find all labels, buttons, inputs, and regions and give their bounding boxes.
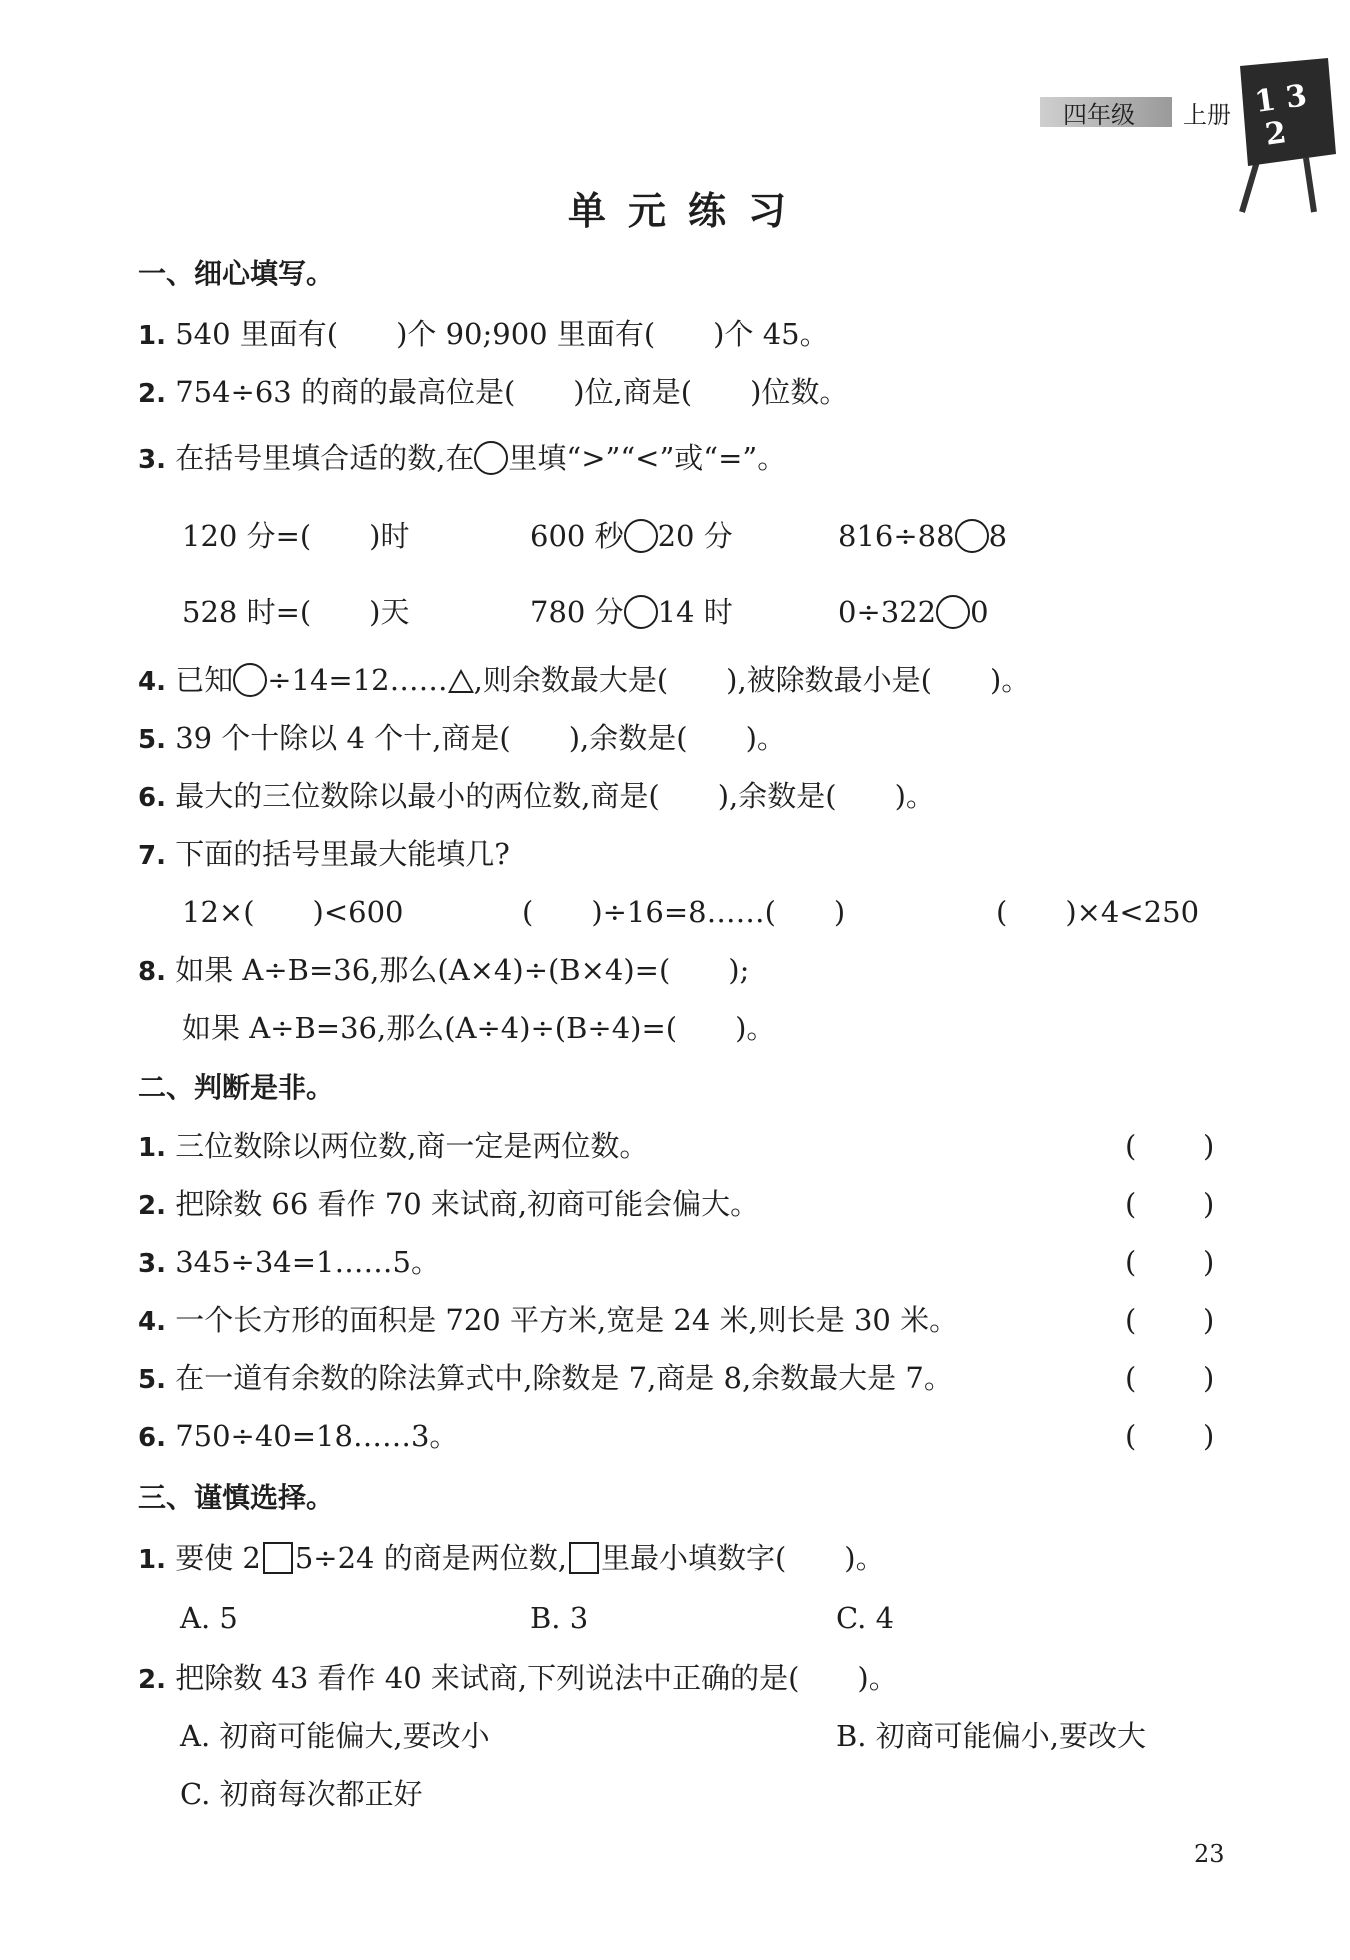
question-number: 4. — [138, 1307, 166, 1337]
question-text: 最大的三位数除以最小的两位数,商是( ),余数是( )。 — [175, 779, 935, 813]
paren-open: ( — [1125, 1361, 1137, 1395]
question-number: 1. — [138, 1545, 166, 1575]
question-6 — [138, 776, 935, 818]
paren-open: ( — [1125, 1303, 1137, 1337]
triangle-icon — [448, 669, 474, 693]
question-text: 750÷40=18……3。 — [175, 1419, 459, 1453]
compare-left: 0÷322 — [838, 595, 937, 629]
question-text: 把除数 66 看作 70 来试商,初商可能会偏大。 — [175, 1187, 760, 1221]
grade-label: 四年级 — [1063, 101, 1135, 129]
compare-item — [530, 592, 733, 632]
question-number: 2. — [138, 1191, 166, 1221]
question-text: 754÷63 的商的最高位是( )位,商是( )位数。 — [175, 375, 849, 409]
compare-right: 8 — [988, 519, 1008, 553]
question-text: 39 个十除以 4 个十,商是( ),余数是( )。 — [175, 721, 786, 755]
paren-open: ( — [1125, 1187, 1137, 1221]
answer-parentheses[interactable] — [1125, 1242, 1215, 1282]
question-text: 已知 — [175, 663, 234, 697]
question-text: ÷14=12…… — [267, 663, 448, 697]
circle-icon — [955, 519, 989, 553]
question-text: 540 里面有( )个 90;900 里面有( )个 45。 — [175, 317, 829, 351]
question-text: 5÷24 的商是两位数, — [294, 1541, 567, 1575]
question-number: 8. — [138, 957, 166, 987]
choice-question-2 — [138, 1658, 898, 1700]
paren-open: ( — [1125, 1419, 1137, 1453]
compare-left: 780 分 — [530, 595, 624, 629]
judge-item — [138, 1184, 759, 1226]
fill-item: ( )×4<250 — [996, 895, 1200, 929]
answer-parentheses[interactable] — [1125, 1184, 1215, 1224]
page-title: 单元练习 — [568, 189, 809, 233]
circle-icon — [624, 519, 658, 553]
blank-box-icon — [569, 1542, 599, 1574]
paren-close: ) — [1203, 1187, 1215, 1221]
page-number: 23 — [1194, 1840, 1225, 1868]
fill-item: 12×( )<600 — [182, 895, 404, 929]
question-number: 1. — [138, 321, 166, 351]
question-number: 5. — [138, 1365, 166, 1395]
question-text: 在一道有余数的除法算式中,除数是 7,商是 8,余数最大是 7。 — [175, 1361, 953, 1395]
paren-close: ) — [1203, 1303, 1215, 1337]
compare-item: 528 时=( )天 — [182, 595, 410, 629]
choice-question-1 — [138, 1538, 885, 1580]
question-text: 里填“>”“<”或“=”。 — [508, 441, 787, 475]
question-text: 三位数除以两位数,商一定是两位数。 — [175, 1129, 649, 1163]
paren-open: ( — [1125, 1129, 1137, 1163]
compare-right: 14 时 — [657, 595, 733, 629]
volume-label: 上册 — [1183, 101, 1231, 129]
compare-item — [530, 516, 733, 556]
compare-item — [838, 592, 989, 632]
question-text: 一个长方形的面积是 720 平方米,宽是 24 米,则长是 30 米。 — [175, 1303, 959, 1337]
question-number: 3. — [138, 445, 166, 475]
answer-parentheses[interactable] — [1125, 1358, 1215, 1398]
question-number: 5. — [138, 725, 166, 755]
judge-item — [138, 1126, 648, 1168]
paren-close: ) — [1203, 1361, 1215, 1395]
paren-close: ) — [1203, 1245, 1215, 1279]
question-number: 2. — [138, 379, 166, 409]
answer-parentheses[interactable] — [1125, 1416, 1215, 1456]
choice-option: A. 5 — [180, 1601, 238, 1635]
compare-left: 600 秒 — [530, 519, 624, 553]
question-number: 6. — [138, 783, 166, 813]
svg-text:1 3: 1 3 — [1252, 78, 1310, 121]
question-8 — [138, 950, 749, 992]
compare-right: 0 — [970, 595, 989, 629]
question-8-line-2: 如果 A÷B=36,那么(A÷4)÷(B÷4)=( )。 — [182, 1011, 776, 1045]
compare-item — [838, 516, 1007, 556]
section-heading-fill: 一、细心填写。 — [138, 257, 335, 290]
answer-parentheses[interactable] — [1125, 1300, 1215, 1340]
question-number: 6. — [138, 1423, 166, 1453]
judge-item — [138, 1300, 958, 1342]
question-number: 1. — [138, 1133, 166, 1163]
question-text: ,则余数最大是( ),被除数最小是( )。 — [473, 663, 1031, 697]
circle-icon — [474, 441, 508, 475]
judge-item — [138, 1416, 458, 1458]
question-2 — [138, 372, 848, 414]
answer-parentheses[interactable] — [1125, 1126, 1215, 1166]
chalkboard-logo-icon — [1236, 58, 1340, 214]
circle-icon — [624, 595, 658, 629]
judge-item — [138, 1242, 440, 1284]
section-heading-judge: 二、判断是非。 — [138, 1071, 335, 1104]
question-text: 里最小填数字( )。 — [600, 1541, 885, 1575]
question-text: 要使 2 — [175, 1541, 261, 1575]
circle-icon — [936, 595, 970, 629]
judge-item — [138, 1358, 953, 1400]
paren-close: ) — [1203, 1419, 1215, 1453]
question-number: 7. — [138, 841, 166, 871]
paren-open: ( — [1125, 1245, 1137, 1279]
compare-left: 816÷88 — [838, 519, 955, 553]
question-text: 345÷34=1……5。 — [175, 1245, 440, 1279]
question-3 — [138, 438, 786, 480]
svg-text:2: 2 — [1262, 115, 1289, 153]
compare-right: 20 分 — [657, 519, 733, 553]
question-text: 把除数 43 看作 40 来试商,下列说法中正确的是( )。 — [175, 1661, 898, 1695]
fill-item: ( )÷16=8……( ) — [522, 895, 846, 929]
paren-close: ) — [1203, 1129, 1215, 1163]
choice-option: B. 初商可能偏小,要改大 — [836, 1719, 1146, 1753]
section-heading-choice: 三、谨慎选择。 — [138, 1481, 335, 1514]
question-number: 2. — [138, 1665, 166, 1695]
question-1 — [138, 314, 829, 356]
question-4 — [138, 660, 1030, 702]
compare-item: 120 分=( )时 — [182, 519, 410, 553]
choice-option: C. 4 — [836, 1601, 895, 1635]
blank-box-icon — [263, 1542, 293, 1574]
circle-icon — [233, 663, 267, 697]
question-text: 在括号里填合适的数,在 — [175, 441, 475, 475]
question-7 — [138, 834, 510, 876]
choice-option: B. 3 — [530, 1601, 589, 1635]
question-number: 4. — [138, 667, 166, 697]
choice-option: C. 初商每次都正好 — [180, 1777, 423, 1811]
question-number: 3. — [138, 1249, 166, 1279]
question-5 — [138, 718, 786, 760]
question-text: 如果 A÷B=36,那么(A×4)÷(B×4)=( ); — [175, 953, 750, 987]
question-text: 下面的括号里最大能填几? — [175, 837, 510, 871]
choice-option: A. 初商可能偏大,要改小 — [180, 1719, 490, 1753]
